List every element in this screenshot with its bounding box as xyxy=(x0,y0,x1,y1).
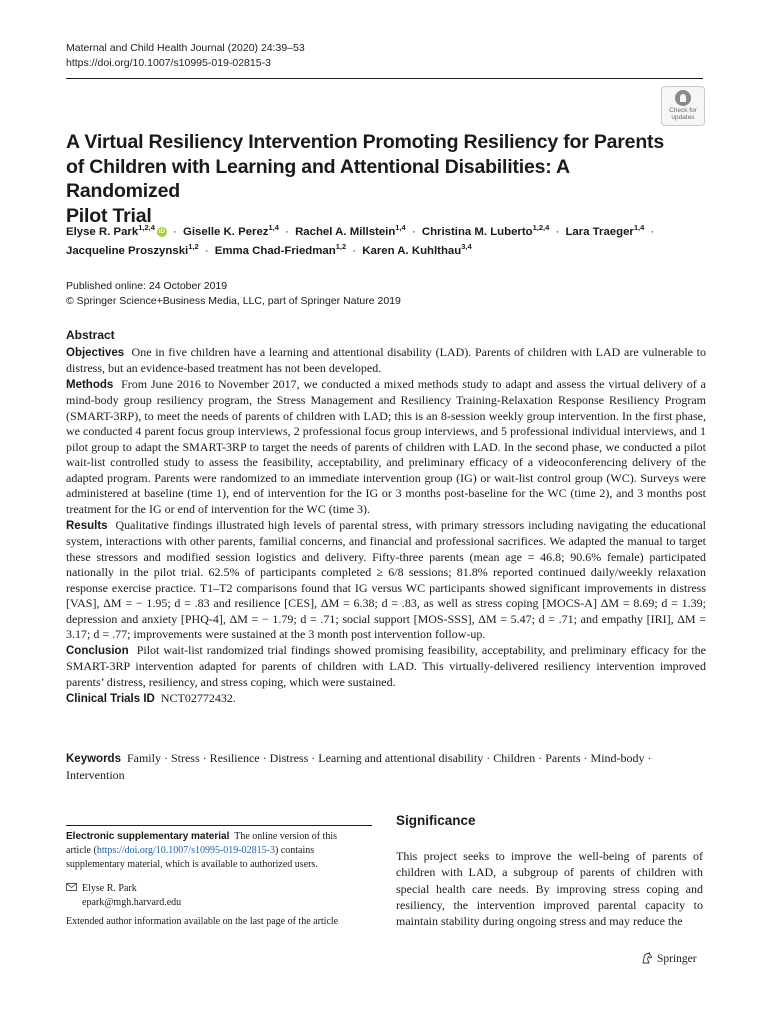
author-name[interactable]: Giselle K. Perez$^{1,4}$ xyxy=(183,223,279,238)
author-name[interactable]: Lara Traeger$^{1,4}$ xyxy=(565,223,645,238)
keywords xyxy=(66,751,706,783)
contact-name: Elyse R. Park xyxy=(82,883,137,894)
abstract-clinical-trials-id: Clinical Trials ID NCT02772432. xyxy=(66,690,236,705)
check-for-updates-badge[interactable] xyxy=(661,86,705,126)
doi-link[interactable]: https://doi.org/10.1007/s10995-019-02815-3 xyxy=(66,57,271,69)
journal-citation: Maternal and Child Health Journal (2020) 24:39–53 xyxy=(66,42,305,54)
check-for-updates-icon xyxy=(675,90,691,106)
author-name[interactable]: Rachel A. Millstein$^{1,4}$ xyxy=(295,223,406,238)
springer-horse-icon xyxy=(641,952,653,964)
author-name[interactable]: Christina M. Luberto$^{1,2,4}$ xyxy=(421,223,550,238)
envelope-icon xyxy=(66,883,77,891)
abstract xyxy=(66,328,706,707)
author-name[interactable]: Jacqueline Proszynski$^{1,2}$ xyxy=(66,242,199,257)
supplementary-material-note: Electronic supplementary material The online version of this article (https://doi.org/10.1007/s10995-019-02815-3) contains supplementary material, which is available to authorized users. xyxy=(66,831,337,870)
author-list: Elyse R. Park$^{1,2,4}$ iD · Giselle K. Perez$^{1,4}$ · Rachel A. Millstein$^{1,4}$ · Christina M. Luberto$^{1,2,4}$ · Lara Traeger$^{1,4}$ · Jacqueline Proszynski$^{1,2}$ · Emma Chad-Friedman$^{1,2}$ · Karen A. Kuhlthau$^{3,4}$ xyxy=(66,223,655,257)
significance-text: This project seeks to improve the well-being of parents of children with LAD, a subgroup of parents of children with special health care needs. By improving stress coping and resiliency, the intervention improved parental capacity to maintain stability during ongoing stress and may reduce the xyxy=(396,849,703,929)
author-name[interactable]: Karen A. Kuhlthau$^{3,4}$ xyxy=(362,242,472,257)
journal-header xyxy=(66,41,305,71)
supplementary-doi-link[interactable]: https://doi.org/10.1007/s10995-019-02815-3 xyxy=(96,845,275,856)
publisher-footer xyxy=(641,952,697,965)
abstract-objectives: Objectives One in five children have a learning and attentional disability (LAD). Parents of children with LAD are vulnerable to distress, but an evidence-based treatment has not been developed. xyxy=(66,344,706,376)
publisher-name: Springer xyxy=(657,953,697,965)
contact-email[interactable]: epark@mgh.harvard.edu xyxy=(82,897,182,908)
author-name[interactable]: Emma Chad-Friedman$^{1,2}$ xyxy=(214,242,347,257)
affiliation-note: Extended author information available on the last page of the article xyxy=(66,916,339,927)
check-for-updates-label: Check for updates xyxy=(669,107,697,121)
orcid-icon[interactable]: iD xyxy=(158,228,165,235)
abstract-heading: Abstract xyxy=(66,328,115,342)
copyright-notice: © Springer Science+Business Media, LLC, part of Springer Nature 2019 xyxy=(66,294,401,307)
footnote-divider xyxy=(66,825,372,826)
keywords-list: Family · Stress · Resilience · Distress · Learning and attentional disability · Children · Parents · Mind-body · Intervention xyxy=(66,751,652,782)
header-divider xyxy=(66,78,703,79)
abstract-conclusion: Conclusion Pilot wait-list randomized trial findings showed promising feasibility, acceptability, and preliminary efficacy for the SMART-3RP intervention adapted for parents of children with LAD. This virtually-delivered resiliency intervention improved parents’ distress, resiliency, and stress coping, which were sustained. xyxy=(66,642,706,690)
abstract-results: Results Qualitative findings illustrated high levels of parental stress, with primary stressors including navigating the educational system, interactions with other parents, familial concerns, and financial and professional sacrifices. We adapted the manual to target these stressors and modified session logistics and delivery. Fifty-three parents (mean age = 46.8; 90.6% female) participated nationally in the pilot trial. 62.5% of participants completed ≥ 6/8 sessions; 81.8% reported continued daily/weekly relaxation response exercise practice. T1–T2 comparisons found that IG versus WC participants showed significant improvements in distress [VAS], ΔM = − 1.95; d = .83 and resilience [CES], ΔM = 6.38; d = .83, as well as stress coping [MOCS-A] ΔM = 8.69; d = 1.39; depression and anxiety [PHQ-4], ΔM = − 1.79; d = .71; social support [MOS-SSS], ΔM = 5.47; d = .71; and empathy [IRI], ΔM = 3.17; d = .77; improvements were sustained at the 3 month post intervention follow-up. xyxy=(66,517,706,642)
corresponding-author xyxy=(66,882,366,910)
published-online-date: Published online: 24 October 2019 xyxy=(66,280,228,292)
publication-info xyxy=(66,279,401,308)
significance-heading: Significance xyxy=(396,813,476,828)
keywords-label: Keywords xyxy=(66,753,121,765)
author-name[interactable]: Elyse R. Park$^{1,2,4}$ xyxy=(66,223,155,238)
article-title: A Virtual Resiliency Intervention Promoting Resiliency for Parents of Children with Learning and Attentional Disabilities: A Randomized Pilot Trial xyxy=(66,131,664,227)
abstract-methods: Methods From June 2016 to November 2017, we conducted a mixed methods study to adapt and assess the virtual delivery of a mind-body group resiliency program, the Stress Management and Resiliency Training-Relaxation Response Resiliency Program (SMART-3RP), to meet the needs of parents of children with LAD; this is an 8-session weekly group intervention. In the first phase, we conducted 4 parent focus group interviews, 2 professional focus group interviews, and 5 professional individual interviews, and 1 pilot group to adapt the SMART-3RP to target the needs of parents of children with LAD. In the second phase, we conducted a pilot wait-list controlled study to assess the feasibility, acceptability, and preliminary efficacy of a videoconferencing delivery of the adapted program. Parents were randomized to an immediate intervention group (IG) or wait-list control group (WC). Surveys were administered at baseline (time 1), end of intervention for the IG or 3 months post-baseline for the WC (time 2), and 3 months post treatment for the IG or end of intervention for the WC (time 3). xyxy=(66,376,706,517)
